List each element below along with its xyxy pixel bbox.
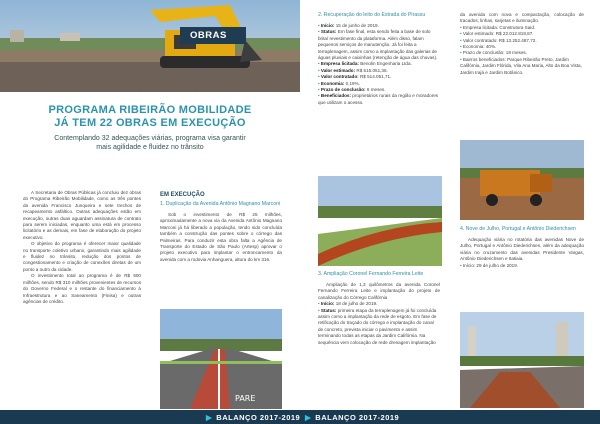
headline-line2: JÁ TEM 22 OBRAS EM EXECUÇÃO <box>54 117 246 129</box>
item3-title: 3. Ampliação Coronel Fernando Ferreira Leite <box>318 271 424 277</box>
bullet-item <box>460 57 584 76</box>
bullet-dot: • <box>318 80 321 86</box>
bike-lane-photo <box>160 309 282 409</box>
headline-subtitle2: mais agilidade e fluidez no trânsito <box>96 144 204 151</box>
svg-text:PARE: PARE <box>235 394 256 403</box>
item4-start-text: Início: 29 de julho de 2019. <box>462 262 519 268</box>
bullet-text: Bairros beneficiados: Parque Ribeirão Preto, Jardim Califórnia, Jardim Flórida, Vila Ana Maria, Alto da Boa Vista, Jardim Irajá e Jardim Botânico. <box>460 56 582 75</box>
bullet-text: Empresa licitada: Construtora Said. <box>462 24 536 30</box>
bullet-dot: • <box>318 23 321 28</box>
bullet-item <box>318 308 440 346</box>
bullet-dot: • <box>460 262 463 268</box>
column-3b <box>318 271 440 424</box>
road-photo <box>160 309 282 409</box>
bullet-key: Prazo de conclusão: <box>320 87 366 93</box>
bullet-dot: • <box>318 29 321 35</box>
bullet-item <box>318 93 440 106</box>
bullet-text: proprietários rurais da região e moradores que utilizam o acesso. <box>318 93 439 105</box>
bullet-dot: • <box>318 87 321 93</box>
bullet-text: R$ 514.051,71. <box>359 74 392 80</box>
excavator-photo <box>0 0 300 92</box>
obras-banner <box>180 27 246 44</box>
item4-title: 4. Nove de Julho, Portugal e Antônio Diederichsen <box>460 226 576 232</box>
bullet-key: Valor contratado: <box>320 74 359 80</box>
bullet-key: Status: <box>320 307 337 313</box>
banner-label: OBRAS <box>190 30 227 41</box>
item4-start <box>460 263 584 269</box>
bullet-dot: • <box>460 50 463 56</box>
bullet-text: Valor estimado: R$ 22.012.818,87. <box>462 31 534 37</box>
headline <box>0 104 300 152</box>
item1-title: 1. Duplicação da Avenida Antônio Magnano Marconi <box>160 201 281 207</box>
bullet-item <box>318 29 440 61</box>
bullet-dot: • <box>318 93 321 99</box>
bullet-key: Beneficiados: <box>320 93 352 99</box>
headline-line1: PROGRAMA RIBEIRÃO MOBILIDADE <box>48 104 252 116</box>
bullet-dot: • <box>460 31 463 37</box>
bullet-text: Economia: 40%. <box>462 44 497 50</box>
hero-photo <box>0 0 300 92</box>
bullet-text: primeira etapa da terraplenagem já foi concluída assim como a implantação da rede de esgoto. Em fase de retificação do traçado do córrego e implantação do canal de concreto, prevista iniciar o pavimento e assim terminando todas as etapas da Jardim Califórnia. Na sequência vem colocação de rede drenagem implantação <box>318 307 437 345</box>
truck-photo <box>460 140 584 220</box>
bullet-text: R$ 515.051,36. <box>356 67 388 73</box>
bullet-dot: • <box>460 44 463 50</box>
truck-image <box>460 140 584 220</box>
bullet-dot: • <box>460 56 463 62</box>
item1-text: Sob o investimento de R$ 25 milhões, aproximadamente a nova via da Avenida Antônio Magnano Marconi já há liberado a população, tendo sido concluída também a construção das pontes sobre o córrego das Palmeiras. Para conduzir esta obra falta a Agência de Transporte do Estado de São Paulo (Artesp) aprovar o projeto executivo para implantar o entroncamento da avenida com a rodovia Anhanguera, altura do km 316. <box>160 212 282 262</box>
dirt-road-image <box>318 176 442 266</box>
item4-text: Adequação viária no rotatória das avenidas Nove de Julho, Portugal e Antônio Diederichsen, além da adequação viária no cruzamento das avenidas Presidente Vargas, Antônio Diederichsen e Itatiaia. <box>460 237 584 262</box>
footer-right <box>305 413 399 422</box>
bullet-key: Início: <box>320 301 335 307</box>
bullet-key: Início: <box>320 23 335 28</box>
bullet-dot: • <box>460 37 463 43</box>
footer-left <box>206 413 300 422</box>
bullet-text: 18 de julho de 2019. <box>335 301 378 307</box>
bullet-key: Economia: <box>320 80 345 86</box>
objective-paragraph: O objetivo do programa é oferecer maior qualidade no transporte coletivo urbano, garantindo mais agilidade e fluidez no trânsito, redução dos pontos de congestionamento e criação de conexões diretas de um ponto a outro da cidade. <box>23 241 141 272</box>
bullet-dot: • <box>318 301 321 307</box>
bullet-key: Empresa licitada: <box>320 61 359 67</box>
bullet-dot: • <box>318 307 321 313</box>
bullet-dot: • <box>318 67 321 73</box>
bullet-text: 0,19%. <box>345 80 360 86</box>
footer-left-label: BALANÇO 2017-2019 <box>216 413 301 422</box>
street-photo <box>460 312 584 408</box>
bullet-text: 15 de junho de 2019. <box>335 23 379 28</box>
investment-paragraph: O investimento total ao programa é de R$ 500 milhões, sendo R$ 310 milhões provenientes de recursos do Governo Federal e o restante do financiamento à Infraestrutura e ao Saneamento (Finisa) e outras agências de crédito. <box>23 273 141 304</box>
column-1 <box>23 190 141 424</box>
bullet-text: Benolin Engenharia Ltda. <box>360 61 412 67</box>
bullet-dot: • <box>460 24 463 30</box>
bullet-dot: • <box>318 74 321 80</box>
bullet-key: Valor estimado: <box>320 67 356 73</box>
item3-paragraph: Ampliação de 1,3 quilômetros da avenida Coronel Fernando Ferreira Leite e implantação do projeto de canalização do Córrego Califórnia <box>318 282 440 300</box>
bullet-text: Prazo de conclusão: 18 meses. <box>462 50 527 56</box>
bullet-dot: • <box>318 61 321 67</box>
bullet-text: Em fase final, esta sendo feita a base de solo brita/ revestimento da plataforma. Além disso, falam pequenos serviços de manutenção. Já foi feita a terraplenagem, assim como a implantação das galerias de águas pluviais e caixinhas (retenção de água das chuvas). <box>318 29 438 61</box>
col4-top-paragraph: da avenida com nova e compactação, colocação de tracados, linhas, sarjetas e iluminação. <box>460 12 584 24</box>
section-label: EM EXECUÇÃO <box>160 192 205 198</box>
bullet-text: Valor contratado: R$ 13.252.487,72. <box>462 37 537 43</box>
triangle-icon: ▶ <box>305 413 312 422</box>
bullet-text: 6 meses. <box>366 87 386 93</box>
intro-paragraph: A Secretaria de Obras Públicas já concluiu dez obras do Programa Ribeirão Mobilidade, como as três pontes da avenida Francisco Junqueira e sete trechos de recapeamento asfáltico. Outras adequações estão em execução, outras duas aguardam assinatura de contrato para serem iniciadas, enquanto uma está em processo licitatório e as demais, em fase de elaboração do projeto executivo. <box>23 190 141 240</box>
triangle-icon: ▶ <box>206 413 213 422</box>
item2-title: 2. Recuperação do leito do Estrada do Pirassu <box>318 12 426 18</box>
footer-right-label: BALANÇO 2017-2019 <box>315 413 400 422</box>
headline-subtitle1: Contemplando 32 adequações viárias, programa visa garantir <box>54 135 246 142</box>
street-image <box>460 312 584 408</box>
dirt-road-photo <box>318 176 442 266</box>
bullet-key: Status: <box>320 29 337 35</box>
